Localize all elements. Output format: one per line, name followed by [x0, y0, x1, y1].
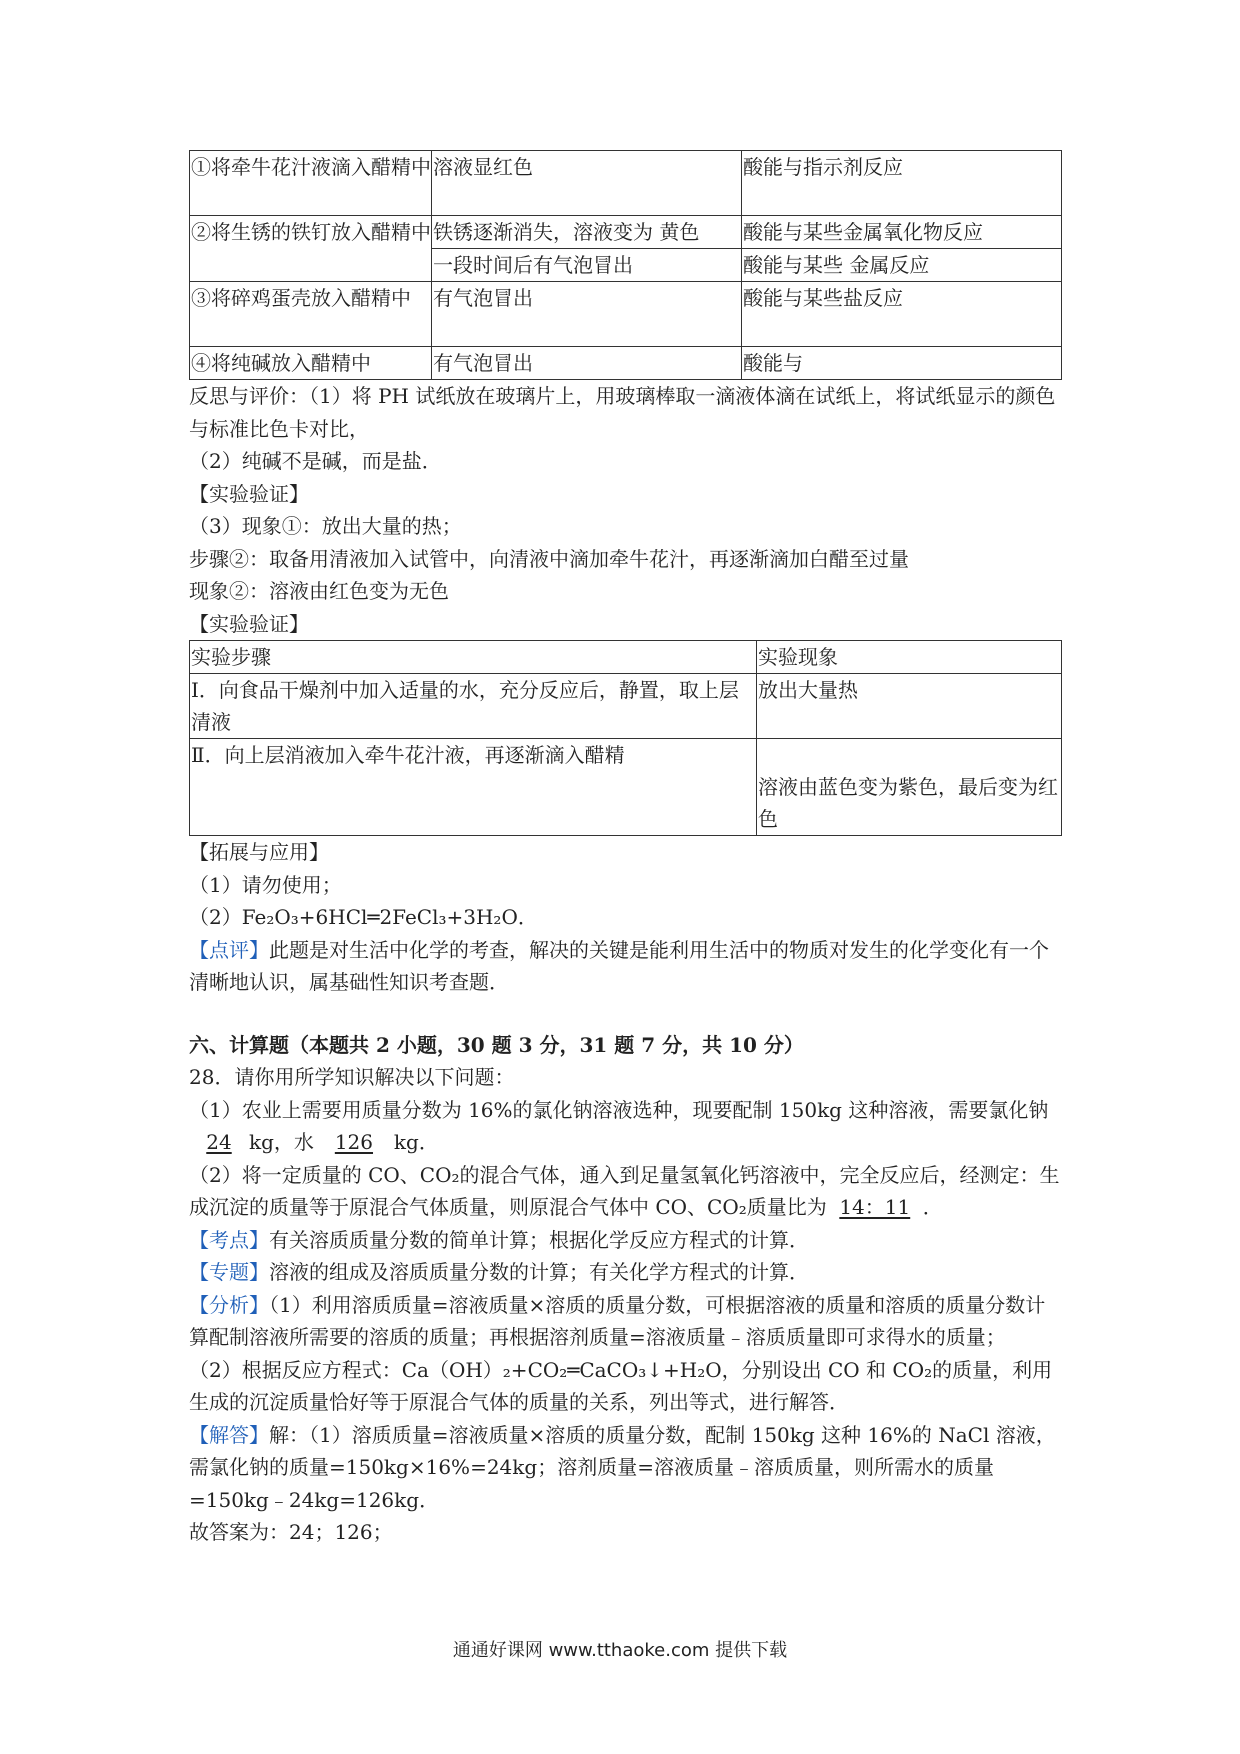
comment-paragraph [189, 934, 1061, 999]
table-cell: 一段时间后有气泡冒出 [432, 249, 742, 282]
table-cell: 酸能与某些金属氧化物反应 [742, 216, 1062, 249]
table-cell: 放出大量热 [757, 674, 1062, 739]
answer-line: （2）Fe₂O₃+6HCl═2FeCl₃+3H₂O． [189, 905, 538, 929]
table-cell: Ⅰ．向食品干燥剂中加入适量的水，充分反应后，静置，取上层清液 [190, 674, 757, 739]
table-cell: 有气泡冒出 [432, 282, 742, 347]
kaodian-tag: 【考点】 [189, 1227, 269, 1252]
comment-tag: 【点评】 [189, 937, 269, 962]
jieda-tag: 【解答】 [189, 1422, 269, 1447]
question-text: ． [922, 1195, 943, 1219]
question-title: 28．请你用所学知识解决以下问题： [189, 1065, 515, 1089]
zhuanti-tag: 【专题】 [189, 1260, 269, 1284]
kaodian-text: 有关溶质质量分数的简单计算；根据化学反应方程式的计算． [269, 1227, 809, 1252]
section-label: 【实验验证】 [189, 611, 309, 636]
section-label: 【实验验证】 [189, 481, 309, 506]
table-cell: ④将纯碱放入醋精中 [190, 347, 432, 380]
table-row [190, 347, 1062, 380]
column-header: 实验现象 [757, 641, 1062, 674]
table-cell: 酸能与某些 金属反应 [742, 249, 1062, 282]
section-heading: 六、计算题（本题共 2 小题，30 题 3 分，31 题 7 分，共 10 分） [189, 1032, 804, 1057]
reflect-line: 步骤②：取备用清液加入试管中，向清液中滴加牵牛花汁，再逐渐滴加白醋至过量 [189, 546, 909, 571]
table-row [190, 282, 1062, 347]
reflect-line: 反思与评价：（1）将 PH 试纸放在玻璃片上，用玻璃棒取一滴液体滴在试纸上，将试纸显示的颜色与标准比色卡对比， [189, 384, 1056, 441]
answer-blank: 14：11 [839, 1195, 911, 1219]
question-part-2 [189, 1159, 1061, 1224]
question-text: （2）将一定质量的 CO、CO₂的混合气体，通入到足量氢氧化钙溶液中，完全反应后，经测定：生成沉淀的质量等于原混合气体质量，则原混合气体中 CO、CO₂质量比为 [189, 1162, 1060, 1219]
experiment-table-2 [189, 640, 1062, 836]
fenxi-paragraph-2: （2）根据反应方程式：Ca（OH）₂+CO₂═CaCO₃↓+H₂O，分别设出 CO 和 CO₂的质量，利用生成的沉淀质量恰好等于原混合气体的质量的关系，列出等式，进行解答． [189, 1357, 1053, 1414]
question-text: kg，水 [249, 1130, 314, 1154]
section-label: 【拓展与应用】 [189, 840, 329, 864]
jieda-paragraph [189, 1419, 1061, 1517]
zhuanti-paragraph [189, 1256, 1061, 1289]
page-footer: 通通好课网 www.tthaoke.com 提供下载 [452, 1640, 788, 1661]
kaodian-paragraph [189, 1224, 1061, 1257]
fenxi-tag: 【分析】 [189, 1292, 269, 1317]
zhuanti-text: 溶液的组成及溶质质量分数的计算；有关化学方程式的计算． [269, 1260, 809, 1284]
question-part-1 [189, 1094, 1061, 1159]
table-cell: Ⅱ．向上层消液加入牵牛花汁液，再逐渐滴入醋精 [190, 739, 757, 836]
reflect-line: 现象②：溶液由红色变为无色 [189, 579, 449, 603]
table-header-row [190, 641, 1062, 674]
table-cell: 酸能与指示剂反应 [742, 151, 1062, 216]
table-cell: 溶液显红色 [432, 151, 742, 216]
question-text: kg． [393, 1130, 439, 1154]
final-answer: 故答案为：24；126； [189, 1520, 393, 1544]
jieda-text: 解：（1）溶质质量=溶液质量×溶质的质量分数，配制 150kg 这种 16%的 NaCl 溶液，需氯化钠的质量=150kg×16%=24kg；溶剂质量=溶液质量﹣溶质质量，则所需水的质量=150kg﹣24kg=126kg． [189, 1422, 1056, 1512]
question-text: （1）农业上需要用质量分数为 16%的氯化钠溶液选种，现要配制 150kg 这种溶液，需要氯化钠 [189, 1097, 1049, 1122]
table-cell: ③将碎鸡蛋壳放入醋精中 [190, 282, 432, 347]
table-cell: 铁锈逐渐消失，溶液变为 黄色 [432, 216, 742, 249]
reflect-line: （2）纯碱不是碱，而是盐． [189, 449, 442, 473]
experiment-table-1 [189, 150, 1062, 380]
answer-blank: 126 [334, 1130, 374, 1154]
table-cell: ②将生锈的铁钉放入醋精中 [190, 216, 432, 282]
table-cell: 酸能与某些盐反应 [742, 282, 1062, 347]
table-row [190, 674, 1062, 739]
table-row [190, 151, 1062, 216]
answer-blank: 24 [206, 1130, 232, 1154]
document-body [189, 150, 1061, 1549]
table-cell: ①将牵牛花汁液滴入醋精中 [190, 151, 432, 216]
table-row [190, 739, 1062, 836]
answer-line: （1）请勿使用； [189, 872, 342, 897]
table-cell: 溶液由蓝色变为紫色，最后变为红色 [757, 739, 1062, 836]
table-row [190, 216, 1062, 249]
fenxi-paragraph [189, 1289, 1061, 1354]
table-cell: 有气泡冒出 [432, 347, 742, 380]
reflect-line: （3）现象①：放出大量的热； [189, 514, 462, 538]
column-header: 实验步骤 [190, 641, 757, 674]
fenxi-text: （1）利用溶质质量=溶液质量×溶质的质量分数，可根据溶液的质量和溶质的质量分数计算配制溶液所需要的溶质的质量；再根据溶剂质量=溶液质量﹣溶质质量即可求得水的质量； [189, 1292, 1046, 1349]
comment-text: 此题是对生活中化学的考查，解决的关键是能利用生活中的物质对发生的化学变化有一个清晰地认识，属基础性知识考查题． [189, 937, 1049, 994]
table-cell: 酸能与 [742, 347, 1062, 380]
